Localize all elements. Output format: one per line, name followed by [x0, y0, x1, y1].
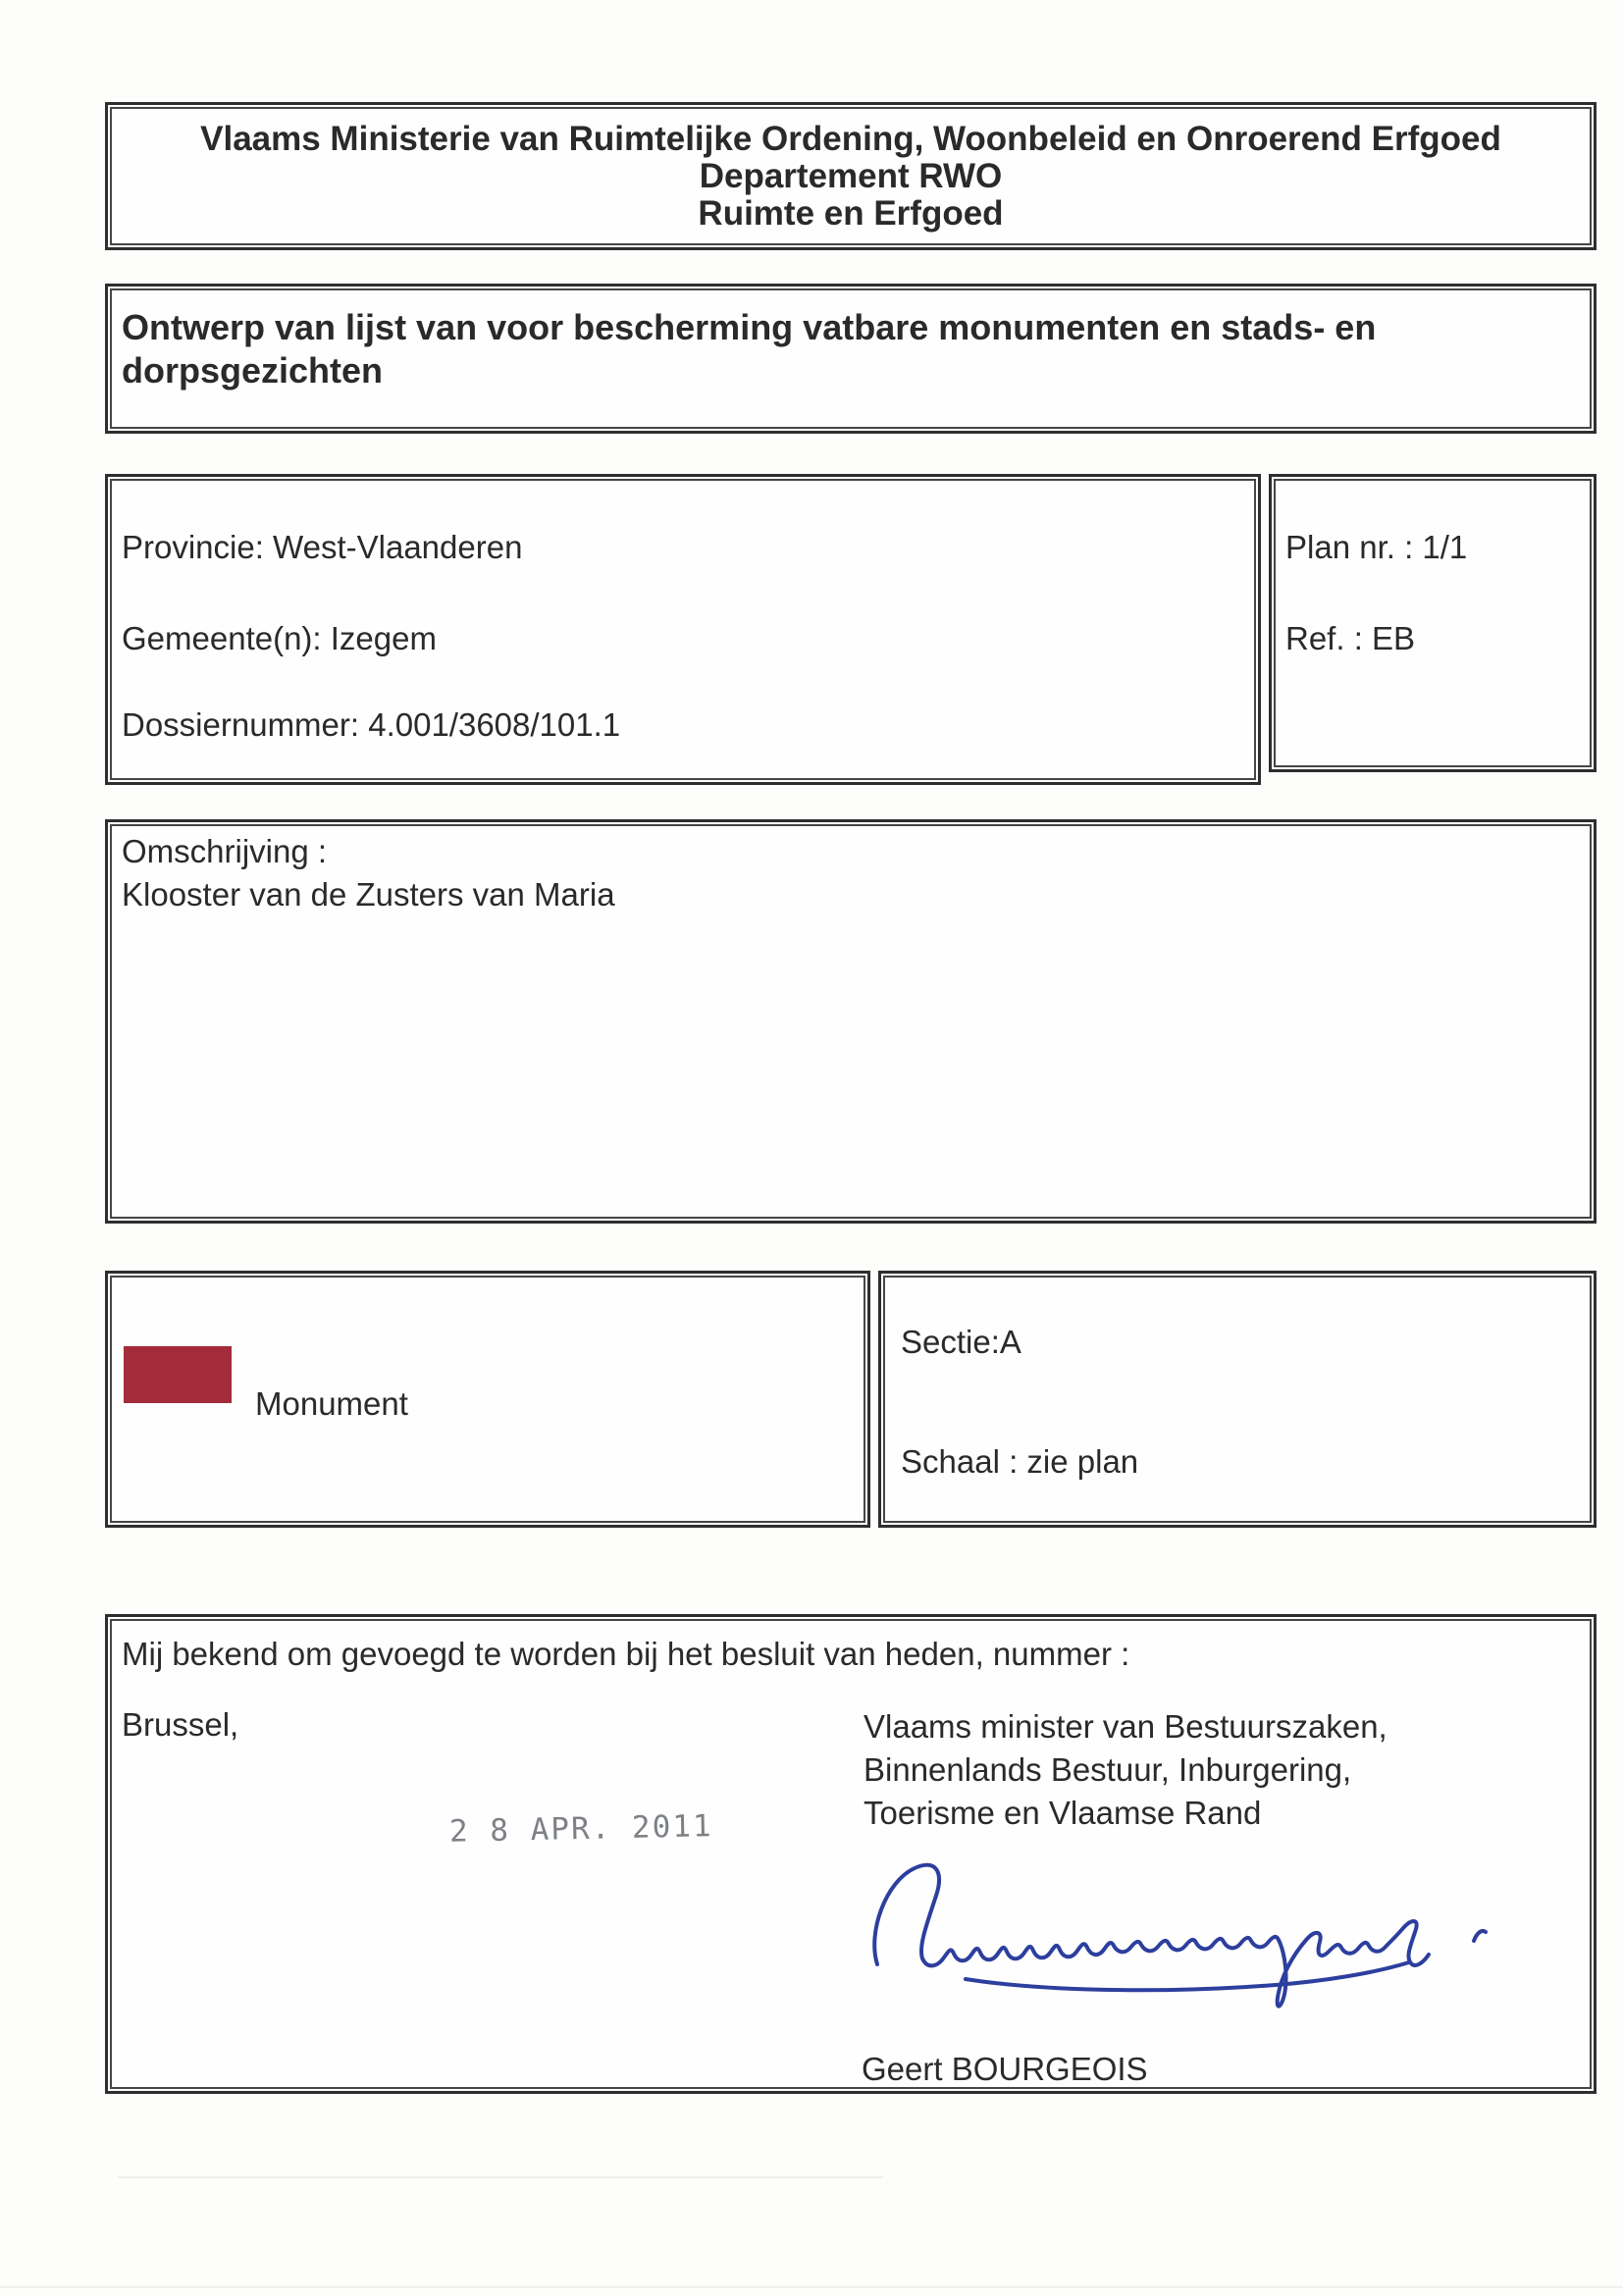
minister-title-block — [864, 1705, 1387, 1835]
besluit-intro: Mij bekend om gevoegd te worden bij het besluit van heden, nummer : — [122, 1636, 1130, 1672]
document-title — [122, 306, 1580, 392]
omschrijving-label: Omschrijving : — [122, 833, 328, 869]
scan-artifact-line-bottom — [0, 2286, 1623, 2288]
agency-name: Ruimte en Erfgoed — [698, 194, 1004, 233]
minister-name: Geert BOURGEOIS — [862, 2051, 1148, 2087]
provincie-field: Provincie: West-Vlaanderen — [122, 529, 523, 565]
ref-field: Ref. : EB — [1285, 620, 1416, 656]
document-title-box — [105, 284, 1597, 434]
scan-artifact-line — [118, 2176, 883, 2178]
plan-ref-box — [1269, 474, 1597, 772]
document-title-line1: Ontwerp van lijst van voor bescherming vatbare monumenten en stads- en — [122, 307, 1377, 347]
sectie-field: Sectie:A — [901, 1324, 1021, 1360]
plan-nr-field: Plan nr. : 1/1 — [1285, 529, 1468, 565]
signature-ink — [864, 1851, 1501, 2025]
schaal-field: Schaal : zie plan — [901, 1443, 1139, 1480]
dossier-info-box — [105, 474, 1261, 785]
date-stamp: 2 8 APR. 2011 — [448, 1808, 713, 1850]
plaats-field: Brussel, — [122, 1706, 239, 1743]
minister-title-line3: Toerisme en Vlaamse Rand — [864, 1795, 1262, 1831]
minister-title-line1: Vlaams minister van Bestuurszaken, — [864, 1708, 1387, 1745]
dossiernummer-field: Dossiernummer: 4.001/3608/101.1 — [122, 706, 621, 743]
omschrijving-value: Klooster van de Zusters van Maria — [122, 876, 615, 913]
monument-color-swatch — [124, 1346, 232, 1403]
monument-label: Monument — [255, 1385, 408, 1422]
legend-box — [105, 1271, 870, 1528]
ministry-header-box — [105, 102, 1597, 250]
besluit-box — [105, 1614, 1597, 2094]
document-title-line2: dorpsgezichten — [122, 350, 384, 391]
omschrijving-box — [105, 819, 1597, 1224]
department-name: Departement RWO — [699, 157, 1003, 195]
gemeente-field: Gemeente(n): Izegem — [122, 620, 437, 656]
minister-title-line2: Binnenlands Bestuur, Inburgering, — [864, 1751, 1352, 1788]
sectie-schaal-box — [878, 1271, 1597, 1528]
ministry-name: Vlaams Ministerie van Ruimtelijke Ordening, Woonbeleid en Onroerend Erfgoed — [200, 120, 1501, 158]
